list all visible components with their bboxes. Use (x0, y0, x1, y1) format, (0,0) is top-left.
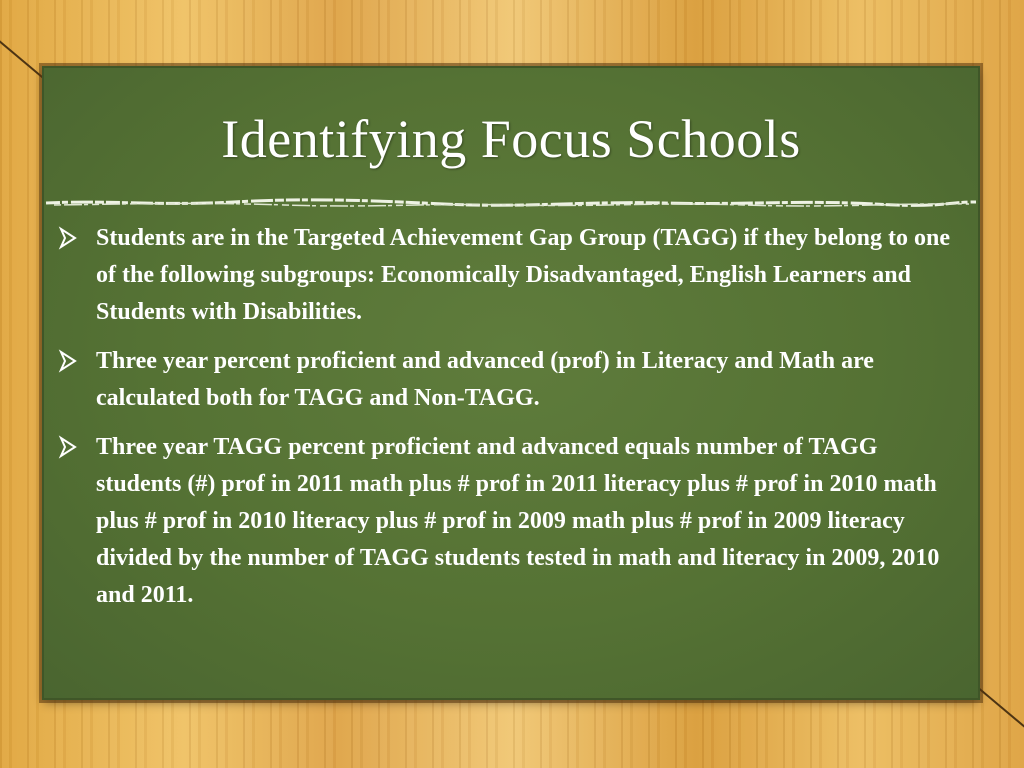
list-item (58, 220, 968, 331)
list-item (58, 429, 968, 614)
frame-corner-line (0, 34, 46, 81)
slide-title: Identifying Focus Schools (221, 109, 801, 169)
frame-corner-line (978, 687, 1024, 734)
arrow-bullet-icon (58, 226, 78, 250)
bullet-text: Three year percent proficient and advanced (prof) in Literacy and Math are calculated both for TAGG and Non-TAGG. (96, 348, 874, 411)
bullet-text: Three year TAGG percent proficient and advanced equals number of TAGG students (#) prof in 2011 math plus # prof in 2011 literacy plus # prof in 2010 math plus # prof in 2010 literacy plus # prof in 2009 math plus # prof in 2009 literacy divided by the number of TAGG students tested in math and literacy in 2009, 2010 and 2011. (96, 434, 940, 608)
list-item (58, 343, 968, 417)
bullet-list (58, 220, 968, 626)
chalkboard-panel (44, 68, 978, 698)
bullet-text: Students are in the Targeted Achievement Gap Group (TAGG) if they belong to one of the following subgroups: Economically Disadvantaged, English Learners and Students with Disabilities. (96, 225, 951, 325)
arrow-bullet-icon (58, 349, 78, 373)
chalk-divider (44, 196, 978, 210)
arrow-bullet-icon (58, 435, 78, 459)
